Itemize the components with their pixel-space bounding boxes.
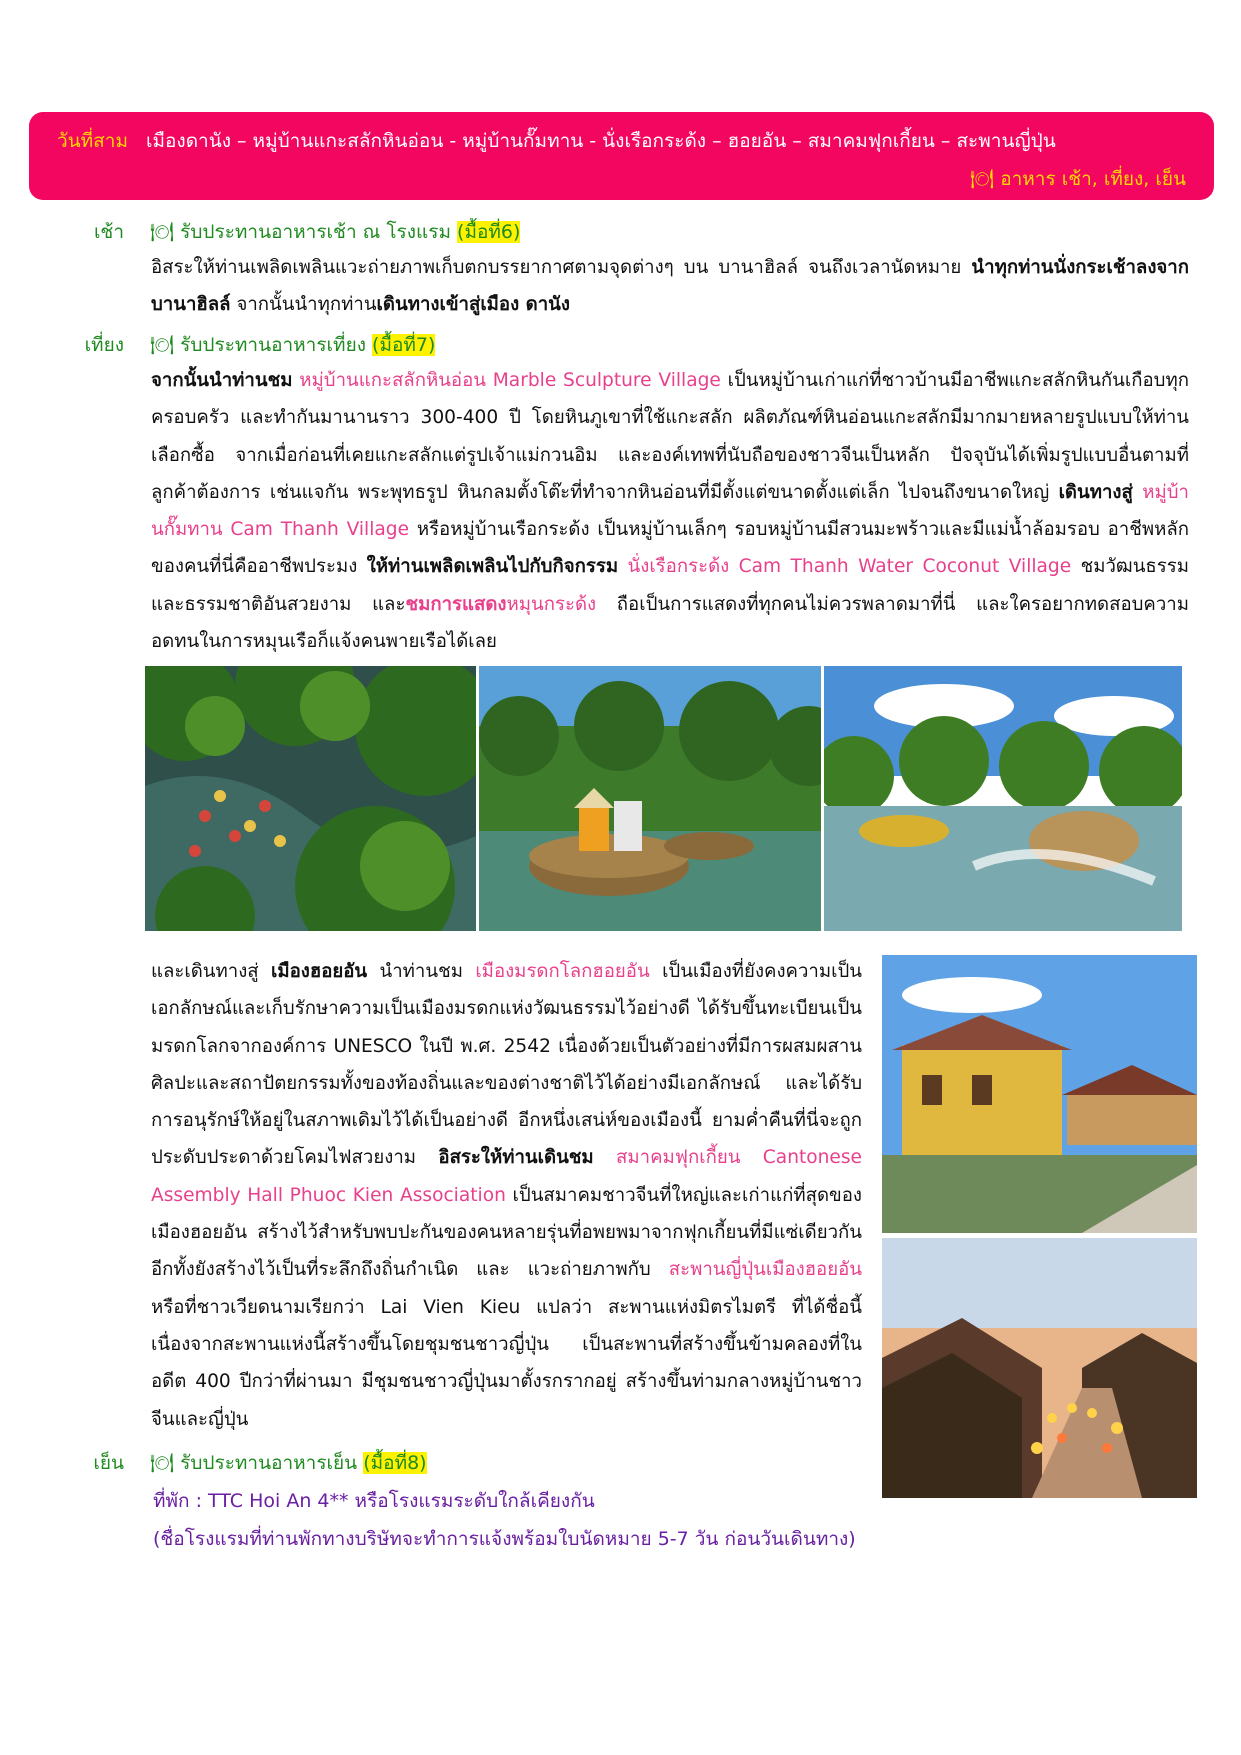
hoian-lantern-street-photo	[882, 1238, 1197, 1498]
breakfast-line: 🍽 รับประทานอาหารเช้า ณ โรงแรม (มื้อที่6)	[150, 221, 521, 243]
japanese-bridge-photo	[882, 955, 1197, 1233]
hoian-paragraph: และเดินทางสู่ เมืองฮอยอัน นำท่านชม เมืองมรดกโลกฮอยอัน เป็นเมืองที่ยังคงความเป็นเอกลักษณ์และเก็บรักษาความเป็นเมืองมรดกแห่งวัฒนธรรมไว้อย่างดี ได้รับขึ้นทะเบียนเป็นมรดกโลกจากองค์การ UNESCO ในปี พ.ศ. 2542 เนื่องด้วยเป็นตัวอย่างที่มีการผสมผสานศิลปะและสถาปัตยกรรมทั้งของท้องถิ่นและของต่างชาติไว้ได้อย่างมีเอกลักษณ์ และได้รับการอนุรักษ์ให้อยู่ในสภาพเดิมไว้ได้เป็นอย่างดี อีกหนึ่งเสน่ห์ของเมืองนี้ ยามค่ำคืนที่นี่จะถูกประดับประดาด้วยโคมไฟสวยงาม อิสระให้ท่านเดินชม สมาคมฟุกเกี้ยน Cantonese Assembly Hall Phuoc Kien Association เป็นสมาคมชาวจีนที่ใหญ่และเก่าแก่ที่สุดของเมืองฮอยอัน สร้างไว้สำหรับพบปะกันของคนหลายรุ่นที่อพยพมาจากฟุกเกี้ยนที่มีแซ่เดียวกัน อีกทั้งยังสร้างไว้เป็นที่ระลึกถึงถิ่นกำเนิด และ แวะถ่ายภาพกับ สะพานญี่ปุ่นเมืองฮอยอัน หรือที่ชาวเวียดนามเรียกว่า Lai Vien Kieu แปลว่า สะพานแห่งมิตรไมตรี ที่ได้ชื่อนี้เนื่องจากสะพานแห่งนี้สร้างขึ้นโดยชุมชนชาวญี่ปุ่น เป็นสะพานที่สร้างขึ้นข้ามคลองที่ในอดีต 400 ปีกว่าที่ผ่านมา มีชุมชนชาวญี่ปุ่นมาตั้งรกรากอยู่ สร้างขึ้นท่ามกลางหมู่บ้านชาวจีนและญี่ปุ่น	[151, 961, 862, 1430]
spinning-boat-show-photo	[824, 666, 1182, 931]
lunch-line: 🍽 รับประทานอาหารเที่ยง (มื้อที่7)	[150, 334, 436, 356]
morning-paragraph: อิสระให้ท่านเพลิดเพลินแวะถ่ายภาพเก็บตกบรรยากาศตามจุดต่างๆ บน บานาฮิลล์ จนถึงเวลานัดหมาย นำทุกท่านนั่งกระเช้าลงจากบานาฮิลล์ จากนั้นนำทุกท่านเดินทางเข้าสู่เมือง ดานัง	[151, 257, 1189, 316]
dinner-line: 🍽 รับประทานอาหารเย็น (มื้อที่8)	[150, 1452, 427, 1474]
coconut-forest-aerial-photo	[145, 666, 476, 931]
meal-number: (มื้อที่8)	[363, 1452, 427, 1474]
hotel-line: ที่พัก : TTC Hoi An 4** หรือโรงแรมระดับใกล้เคียงกัน	[153, 1490, 595, 1512]
evening-label: เย็น	[93, 1452, 124, 1474]
day-banner	[29, 112, 1214, 200]
meal-number: (มื้อที่6)	[457, 221, 521, 243]
morning-label: เช้า	[93, 221, 124, 243]
day-label: วันที่สาม	[57, 130, 128, 152]
noon-label: เที่ยง	[84, 334, 124, 356]
noon-paragraph: จากนั้นนำท่านชม หมู่บ้านแกะสลักหินอ่อน Marble Sculpture Village เป็นหมู่บ้านเก่าแก่ที่ชาวบ้านมีอาชีพแกะสลักหินกันเกือบทุกครอบครัว และทำกันมานานราว 300-400 ปี โดยหินภูเขาที่ใช้แกะสลัก ผลิตภัณฑ์หินอ่อนแกะสลักมีมากมายหลายรูปแบบให้ท่านเลือกซื้อ จากเมื่อก่อนที่เคยแกะสลักแต่รูปเจ้าแม่กวนอิม และองค์เทพที่นับถือของชาวจีนเป็นหลัก ปัจจุบันได้เพิ่มรูปแบบอื่นตามที่ลูกค้าต้องการ เช่นแจกัน พระพุทธรูป หินกลมตั้งโต๊ะที่ทำจากหินอ่อนที่มีตั้งแต่ขนาดตั้งแต่เล็ก ไปจนถึงขนาดใหญ่ เดินทางสู่ หมู่บ้านกั๊มทาน Cam Thanh Village หรือหมู่บ้านเรือกระด้ง เป็นหมู่บ้านเล็กๆ รอบหมู่บ้านมีสวนมะพร้าวและมีแม่น้ำล้อมรอบ อาชีพหลักของคนที่นี่คืออาชีพประมง ให้ท่านเพลิดเพลินไปกับกิจกรรม นั่งเรือกระด้ง Cam Thanh Water Coconut Village ชมวัฒนธรรมและธรรมชาติอันสวยงาม และชมการแสดงหมุนกระด้ง ถือเป็นการแสดงที่ทุกคนไม่ควรพลาดมาที่นี่ และใครอยากทดสอบความอดทนในการหมุนเรือก็แจ้งคนพายเรือได้เลย	[151, 370, 1189, 653]
basket-boat-ride-photo	[479, 666, 821, 931]
banner-meals: 🍽 อาหาร เช้า, เที่ยง, เย็น	[970, 168, 1186, 190]
hotel-note: (ชื่อโรงแรมที่ท่านพักทางบริษัทจะทำการแจ้งพร้อมใบนัดหมาย 5-7 วัน ก่อนวันเดินทาง)	[153, 1528, 856, 1550]
meal-number: (มื้อที่7)	[372, 334, 436, 356]
route-text: เมืองดานัง – หมู่บ้านแกะสลักหินอ่อน - หมู่บ้านกั๊มทาน - นั่งเรือกระด้ง – ฮอยอัน – สมาคมฟุกเกี้ยน – สะพานญี่ปุ่น	[145, 130, 1056, 152]
